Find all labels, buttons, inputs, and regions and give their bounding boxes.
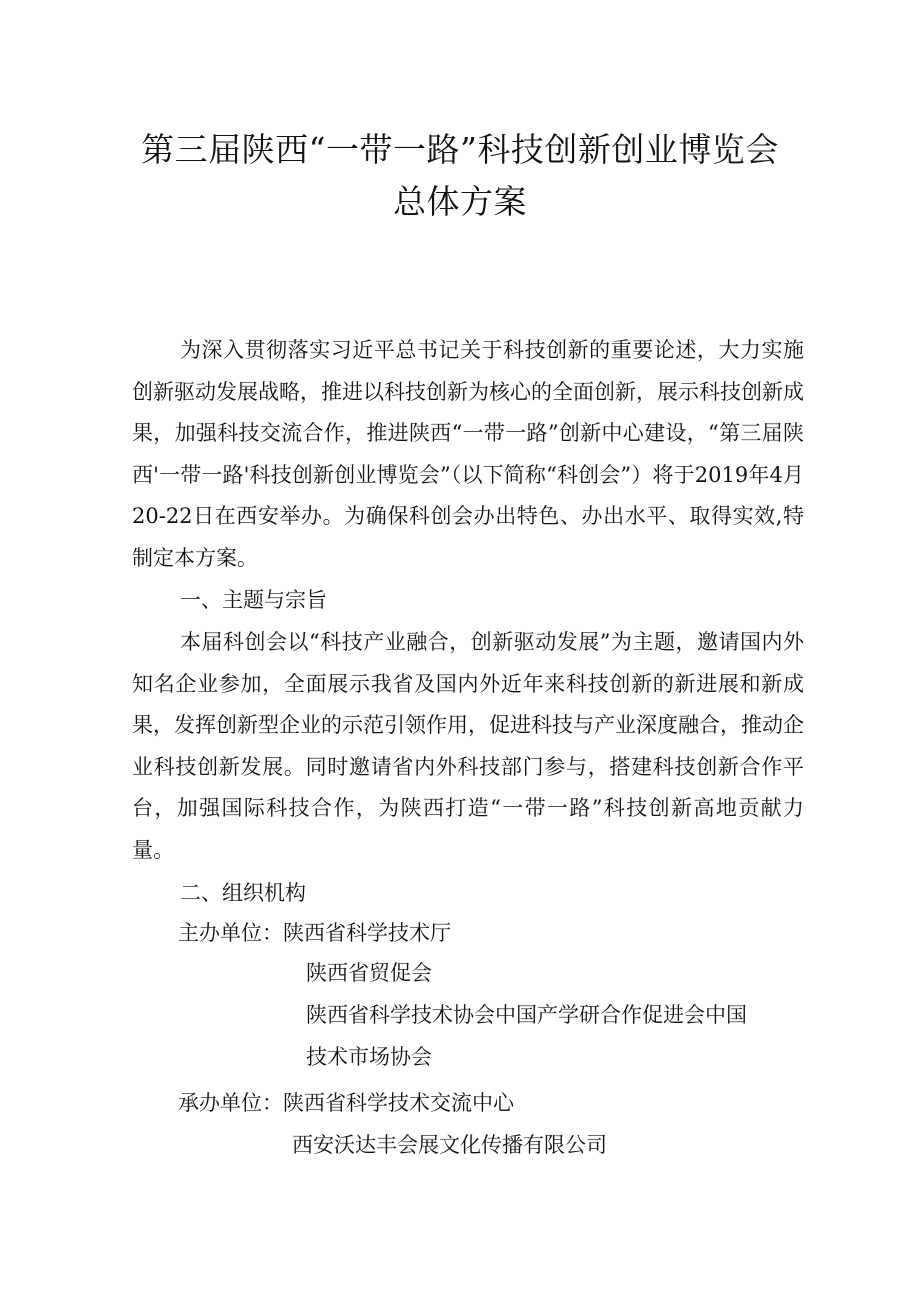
host-units-line1: 主办单位：陕西省科学技术厅 — [178, 921, 451, 945]
organizer-units-line1: 承办单位：陕西省科学技术交流中心 — [178, 1091, 514, 1115]
section1-paragraph: 本届科创会以“科技产业融合，创新驱动发展”为主题，邀请国内外知名企业参加，全面展示我省及国内外近年来科技创新的新进展和新成果，发挥创新型企业的示范引领作用，促进科技与产业深度融合，推动企业科技创新发展。同时邀请省内外科技部门参与，搭建科技创新合作平台，加强国际科技合作，为陕西打造“一带一路”科技创新高地贡献力量。 — [132, 630, 804, 862]
host-units-line2: 陕西省贸促会 — [306, 961, 432, 985]
host-units-line4: 技术市场协会 — [306, 1045, 432, 1069]
section2-heading: 二、组织机构 — [180, 881, 306, 905]
intro-paragraph: 为深入贯彻落实习近平总书记关于科技创新的重要论述，大力实施创新驱动发展战略，推进以科技创新为核心的全面创新，展示科技创新成果，加强科技交流合作，推进陕西“一带一路”创新中心建设，“第三届陕西'一带一路'科技创新创业博览会”（以下简称“科创会”）将于2019年4月20-22日在西安举办。为确保科创会办出特色、办出水平、取得实效,特制定本方案。 — [132, 338, 804, 570]
host-units-line3: 陕西省科学技术协会中国产学研合作促进会中国 — [306, 1003, 747, 1027]
organizer-units-line2: 西安沃达丰会展文化传播有限公司 — [292, 1133, 607, 1157]
document-title-line2: 总体方案 — [393, 182, 527, 221]
document-title-line1: 第三届陕西“一带一路”科技创新创业博览会 — [141, 130, 779, 169]
section1-heading: 一、主题与宗旨 — [180, 588, 327, 612]
